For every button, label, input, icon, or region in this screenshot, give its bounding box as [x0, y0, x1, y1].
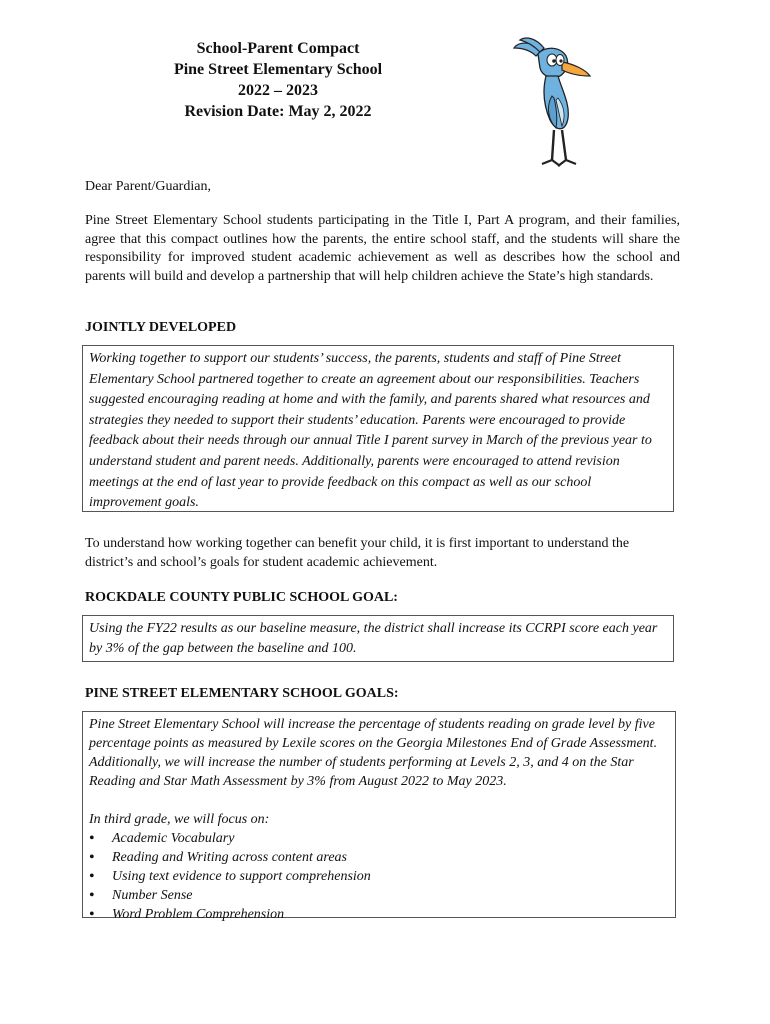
jointly-developed-heading: JOINTLY DEVELOPED: [85, 320, 237, 335]
list-item: • Reading and Writing across content areas: [89, 848, 669, 867]
school-name: Pine Street Elementary School: [173, 61, 383, 78]
intro-paragraph: Pine Street Elementary School students participating in the Title I, Part A program, and their families, agree that this compact outlines how the parents, the entire school staff, and the students will share the responsibility for improved student academic achievement as well as describes how the school and parents will build and develop a partnership that will help children achieve the State’s high standards.: [85, 213, 680, 284]
list-item: • Academic Vocabulary: [89, 829, 669, 848]
list-item: • Number Sense: [89, 886, 669, 905]
school-goals-heading: PINE STREET ELEMENTARY SCHOOL GOALS:: [85, 686, 399, 701]
list-item: • Word Problem Comprehension: [89, 905, 669, 924]
focus-list: [89, 829, 669, 924]
school-goals-box: [82, 711, 676, 922]
district-goal-box: Using the FY22 results as our baseline measure, the district shall increase its CCRPI score each year by 3% of the gap between the baseline and 100.: [82, 615, 674, 662]
revision-date: Revision Date: May 2, 2022: [184, 103, 372, 120]
document-header: [128, 38, 428, 122]
salutation: Dear Parent/Guardian,: [85, 179, 211, 194]
school-goals-text: Pine Street Elementary School will increase the percentage of students reading on grade level by five percentage points as measured by Lexile scores on the Georgia Milestones End of Grade Assessment. Additionally, we will increase the number of students performing at Levels 2, 3, and 4 on the Star Reading and Star Math Assessment by 3% from August 2022 to May 2023.: [89, 717, 658, 789]
district-goal-heading: ROCKDALE COUNTY PUBLIC SCHOOL GOAL:: [85, 590, 398, 605]
understand-paragraph: To understand how working together can benefit your child, it is first important to understand the district’s and school’s goals for student academic achievement.: [85, 536, 630, 570]
spacer: [89, 791, 669, 810]
focus-intro: In third grade, we will focus on:: [89, 812, 270, 827]
school-years: 2022 – 2023: [238, 82, 318, 99]
roadrunner-mascot-icon: [512, 36, 592, 170]
document-title: School-Parent Compact: [196, 40, 360, 57]
list-item: • Using text evidence to support comprehension: [89, 867, 669, 886]
jointly-developed-box: Working together to support our students’ success, the parents, students and staff of Pine Street Elementary School partnered together to create an agreement about our responsibilities. Teachers suggested encouraging reading at home and with the family, and parents shared what resources and strategies they needed to support their students’ education. Parents were encouraged to provide feedback about their needs through our annual Title I parent survey in March of the previous year to understand student and parent needs. Additionally, parents were encouraged to attend revision meetings at the end of last year to provide feedback on this compact as well as our school improvement goals.: [82, 345, 674, 512]
